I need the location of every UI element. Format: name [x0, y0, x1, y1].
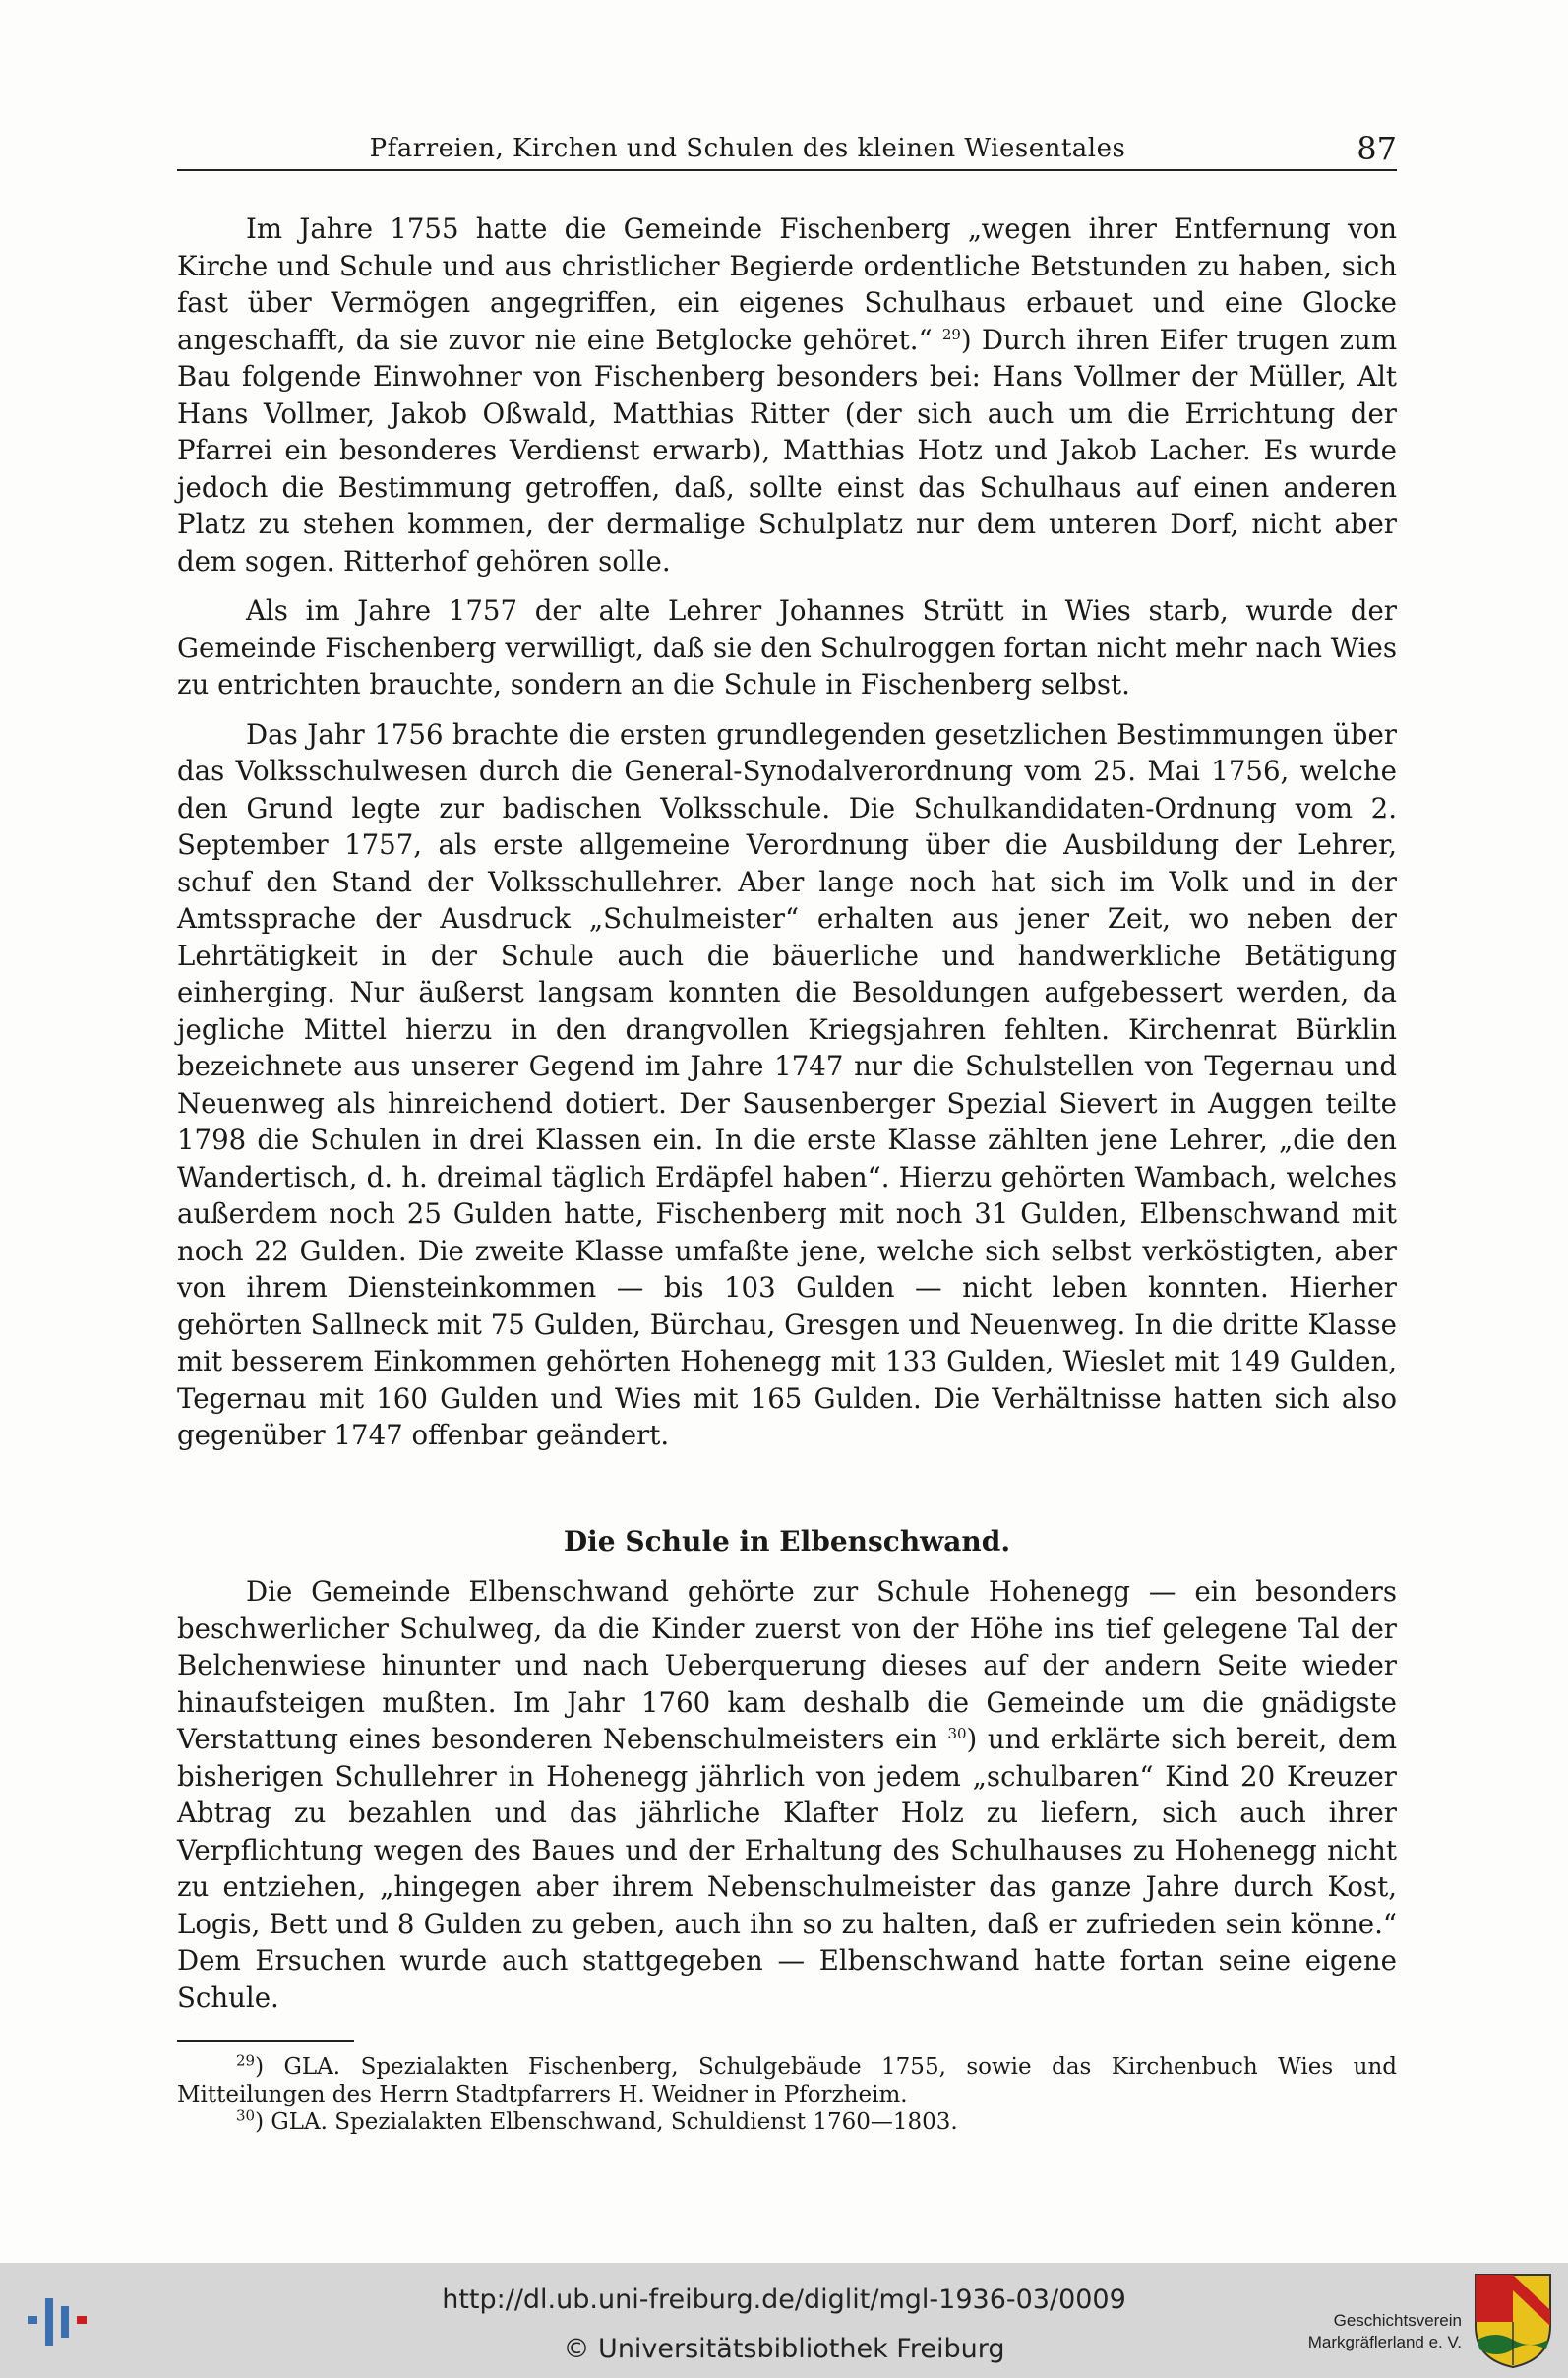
- running-head: [177, 130, 1397, 173]
- footnote-text: ) GLA. Spezialakten Fischenberg, Schulgebäude 1755, sowie das Kirchenbuch Wies und Mitteilungen des Herrn Stadtpfarrers H. Weidner in Pforzheim.: [177, 2054, 1397, 2107]
- society-name: [1308, 2310, 1462, 2353]
- section-heading: Die Schule in Elbenschwand.: [563, 1524, 1011, 1557]
- society-line: Markgräflerland e. V.: [1307, 2333, 1462, 2351]
- paragraph-text: ) und erklärte sich bereit, dem bisherigen Schullehrer in Hohenegg jährlich von jedem „schulbaren“ Kind 20 Kreuzer Abtrag zu bezahlen und das jährliche Klafter Holz zu liefern, sich auch ihrer Verpflichtung wegen des Baues und der Erhaltung des Schulhauses zu Hohenegg nicht zu entziehen, „hingegen aber ihrem Nebenschulmeister das ganze Jahre durch Kost, Logis, Bett und 8 Gulden zu geben, auch ihn so zu halten, daß er zufrieden sein könne.“ Dem Ersuchen wurde auch stattgegeben — Elbenschwand hatte fortan seine eigene Schule.: [177, 1723, 1397, 2014]
- footnote-text: ) GLA. Spezialakten Elbenschwand, Schuldienst 1760—1803.: [255, 2109, 958, 2135]
- footnote-ref: 29: [941, 325, 961, 343]
- paragraph-text: Im Jahre 1755 hatte die Gemeinde Fischenberg „wegen ihrer Entfernung von Kirche und Schule und aus christlicher Begierde ordentliche Betstunden zu haben, sich fast über Vermögen angegriffen, ein eigenes Schulhaus erbauet und eine Glocke angeschafft, da sie zuvor nie eine Betglocke gehöret.“: [177, 213, 1397, 356]
- footnote-mark: 30: [236, 2106, 256, 2125]
- paragraph-text: ) Durch ihren Eifer trugen zum Bau folgende Einwohner von Fischenberg besonders bei: Hans Vollmer der Müller, Alt Hans Vollmer, Jakob Oßwald, Matthias Ritter (der sich auch um die Errichtung der Pfarrei ein besonderes Verdienst erwarb), Matthias Hotz und Jakob Lacher. Es wurde jedoch die Bestimmung getroffen, daß, sollte einst das Schulhaus auf einen anderen Platz zu stehen kommen, der dermalige Schulplatz nur dem unteren Dorf, nicht aber dem sogen. Ritterhof gehören solle.: [177, 323, 1397, 578]
- paragraph: [177, 211, 1397, 579]
- paragraph-text: Die Gemeinde Elbenschwand gehörte zur Schule Hohenegg — ein besonders beschwerlicher Schulweg, da die Kinder zuerst von der Höhe ins tief gelegene Tal der Belchenwiese hinunter und nach Ueberquerung dieses auf der andern Seite wieder hinaufsteigen mußten. Im Jahr 1760 kam deshalb die Gemeinde um die gnädigste Verstattung eines besonderen Nebenschulmeisters ein: [177, 1575, 1397, 1755]
- paragraph: Das Jahr 1756 brachte die ersten grundlegenden gesetzlichen Bestimmungen über das Volksschulwesen durch die General-Synodalverordnung vom 25. Mai 1756, welche den Grund legte zur badischen Volksschule. Die Schulkandidaten-Ordnung vom 2. September 1757, als erste allgemeine Verordnung über die Ausbildung der Lehrer, schuf den Stand der Volksschullehrer. Aber lange noch hat sich im Volk und in der Amtssprache der Ausdruck „Schulmeister“ erhalten aus jener Zeit, wo neben der Lehrtätigkeit in der Schule auch die bäuerliche und handwerkliche Betätigung einherging. Nur äußerst langsam konnten die Besoldungen aufgebessert werden, da jegliche Mittel hierzu in den drangvollen Kriegsjahren fehlten. Kirchenrat Bürklin bezeichnete aus unserer Gegend im Jahre 1747 nur die Schulstellen von Tegernau und Neuenweg als hinreichend dotiert. Der Sausenberger Spezial Sievert in Auggen teilte 1798 die Schulen in drei Klassen ein. In die erste Klasse zählten jene Lehrer, „die den Wandertisch, d. h. dreimal täglich Erdäpfel haben“. Hierzu gehörten Wambach, welches außerdem noch 25 Gulden hatte, Fischenberg mit noch 31 Gulden, Elbenschwand mit noch 22 Gulden. Die zweite Klasse umfaßte jene, welche sich selbst verköstigten, aber von ihrem Diensteinkommen — bis 103 Gulden — nicht leben konnten. Hierher gehörten Sallneck mit 75 Gulden, Bürchau, Gresgen und Neuenweg. In die dritte Klasse mit besserem Einkommen gehörten Hohenegg mit 133 Gulden, Wieslet mit 149 Gulden, Tegernau mit 160 Gulden und Wies mit 165 Gulden. Die Verhältnisse hatten sich also gegenüber 1747 offenbar geändert.: [177, 717, 1397, 1451]
- paragraph: [177, 1573, 1397, 2016]
- header-rule: [177, 169, 1397, 171]
- footnote: [177, 2108, 1397, 2136]
- copyright-notice: © Universitätsbibliothek Freiburg: [563, 2334, 1005, 2364]
- paragraph: Als im Jahre 1757 der alte Lehrer Johannes Strütt in Wies starb, wurde der Gemeinde Fischenberg verwilligt, daß sie den Schulroggen fortan nicht mehr nach Wies zu entrichten brauchte, sondern an die Schule in Fischenberg selbst.: [177, 594, 1397, 701]
- body-text: [177, 211, 1397, 2136]
- coat-of-arms-icon: [1472, 2271, 1554, 2371]
- footnote: [177, 2053, 1397, 2108]
- footnotes: [177, 2053, 1397, 2136]
- footnote-mark: 29: [236, 2051, 256, 2070]
- footnote-ref: 30: [947, 1724, 967, 1742]
- footer-bar: [0, 2263, 1568, 2378]
- footnote-rule: [177, 2040, 354, 2042]
- running-head-title: Pfarreien, Kirchen und Schulen des kleinen Wiesentales: [369, 134, 1126, 163]
- source-url[interactable]: http://dl.ub.uni-freiburg.de/diglit/mgl-1936-03/0009: [442, 2285, 1126, 2315]
- society-line: Geschichtsverein: [1333, 2311, 1462, 2330]
- page-number: 87: [1357, 130, 1397, 167]
